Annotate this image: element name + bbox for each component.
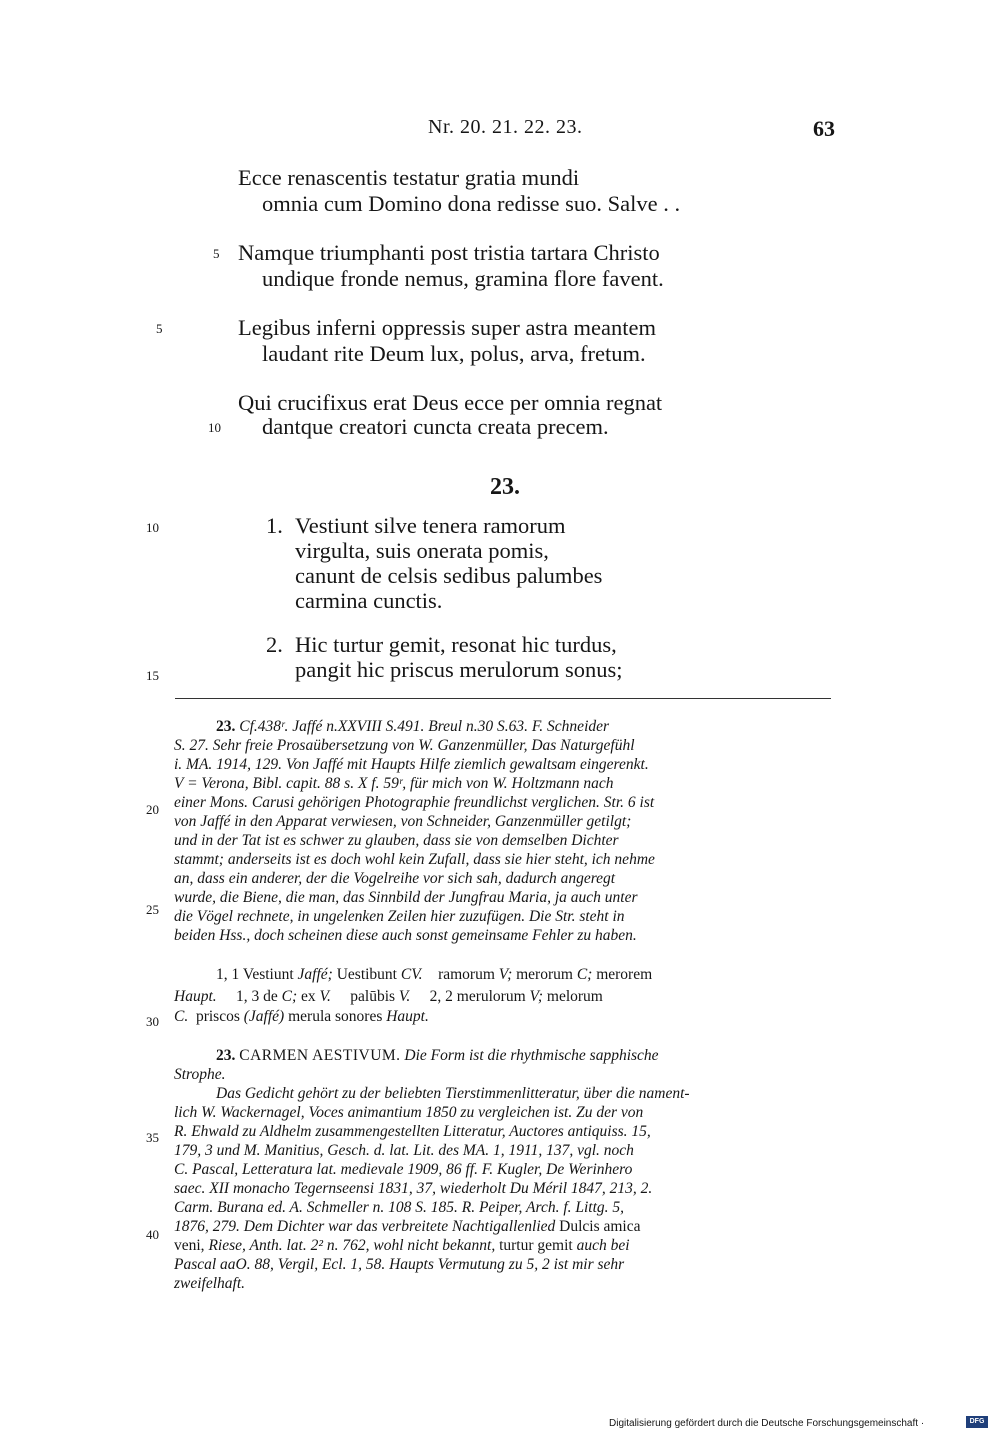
apparatus-line	[174, 1007, 429, 1026]
apparatus-source: (Jaffé)	[243, 1008, 285, 1025]
apparatus-reading: merorem	[596, 966, 653, 983]
note-line: stammt; anderseits ist es doch wohl kein Zufall, dass sie hier steht, ich nehme	[174, 851, 655, 868]
verse-line: canunt de celsis sedibus palumbes	[295, 563, 603, 588]
note-line: von Jaffé in den Apparat verwiesen, von Schneider, Ganzenmüller getilgt;	[174, 813, 632, 830]
apparatus-lemma: priscos	[195, 1008, 240, 1025]
apparatus-reading: merorum	[516, 966, 573, 983]
verse-line: dantque creatori cuncta creata precem.	[262, 414, 609, 439]
verse-number: 10	[208, 420, 221, 435]
apparatus-lemma: ramorum	[438, 966, 495, 983]
note-line: wurde, die Biene, die man, das Sinnbild der Jungfrau Maria, ja auch unter	[174, 889, 638, 906]
note-line	[216, 1046, 659, 1065]
apparatus-ref: 2, 2	[429, 988, 453, 1005]
apparatus-reading: melorum	[546, 988, 603, 1005]
apparatus-source: V.	[398, 988, 411, 1005]
note-line: und in der Tat ist es schwer zu glauben, dass sie von demselben Dichter	[174, 832, 619, 849]
note-line	[216, 717, 609, 736]
note-line: R. Ehwald zu Aldhelm zusammengestellten Litteratur, Auctores antiquiss. 15,	[174, 1123, 651, 1140]
quoted-phrase: turtur gemit	[499, 1237, 573, 1254]
margin-line-number: 10	[146, 520, 159, 535]
note-line: einer Mons. Carusi gehörigen Photographie freundlichst verglichen. Str. 6 ist	[174, 794, 655, 811]
apparatus-line	[216, 965, 652, 984]
verse-number: 5	[213, 246, 220, 261]
apparatus-source: V.	[319, 988, 331, 1005]
verse-line: pangit hic priscus merulorum sonus;	[295, 657, 623, 682]
note-line: Pascal aaO. 88, Vergil, Ecl. 1, 58. Haupts Vermutung zu 5, 2 ist mir sehr	[174, 1256, 625, 1273]
note-number: 23.	[216, 718, 236, 735]
apparatus-reading: Uestibunt	[336, 966, 397, 983]
note-text: Riese, Anth. lat. 2² n. 762, wohl nicht bekannt,	[208, 1237, 496, 1254]
apparatus-ref: 1, 1	[216, 966, 240, 983]
note-line: 179, 3 und M. Manitius, Gesch. d. lat. Lit. des MA. 1, 1911, 137, vgl. noch	[174, 1142, 634, 1159]
page-number: 63	[813, 116, 835, 141]
margin-line-number: 5	[156, 321, 163, 336]
apparatus-source: Jaffé;	[297, 966, 333, 983]
note-line: C. Pascal, Letteratura lat. medievale 1909, 86 ff. F. Kugler, De Werinhero	[174, 1161, 633, 1178]
verse-line: undique fronde nemus, gramina flore favent.	[262, 266, 664, 291]
apparatus-line	[174, 987, 603, 1006]
verse-line: Vestiunt silve tenera ramorum	[295, 513, 566, 538]
margin-line-number: 40	[146, 1227, 159, 1242]
note-text: Die Form ist die rhythmische sapphische	[404, 1047, 659, 1064]
note-text: Cf.438ʳ. Jaffé n.XXVIII S.491. Breul n.30 S.63. F. Schneider	[239, 718, 610, 735]
dfg-logo: DFG	[966, 1416, 988, 1428]
footnote-rule	[175, 698, 831, 699]
note-line: zweifelhaft.	[174, 1275, 246, 1292]
note-number: 23.	[216, 1047, 236, 1064]
apparatus-reading: ex	[301, 988, 316, 1005]
verse-line: omnia cum Domino dona redisse suo. Salve . .	[262, 191, 681, 216]
verse-line: Legibus inferni oppressis super astra meantem	[238, 315, 657, 340]
digitization-credit: Digitalisierung gefördert durch die Deutsche Forschungsgemeinschaft ·	[609, 1418, 925, 1429]
margin-line-number: 15	[146, 668, 159, 683]
quoted-title: veni,	[174, 1237, 205, 1254]
apparatus-lemma: merulorum	[456, 988, 526, 1005]
margin-line-number: 20	[146, 802, 159, 817]
note-line: V = Verona, Bibl. capit. 88 s. X f. 59ʳ, für mich von W. Holtzmann nach	[174, 775, 614, 792]
stanza-number: 2.	[266, 632, 283, 657]
note-line: i. MA. 1914, 129. Von Jaffé mit Haupts Hilfe ziemlich gewaltsam eingerenkt.	[174, 756, 649, 773]
verse-line: Hic turtur gemit, resonat hic turdus,	[295, 632, 617, 657]
note-line: Das Gedicht gehört zu der beliebten Tierstimmenlitteratur, über die nament-	[216, 1085, 690, 1102]
note-text: 1876, 279. Dem Dichter war das verbreitete Nachtigallenlied	[174, 1218, 556, 1235]
verse-line: carmina cunctis.	[295, 588, 443, 613]
apparatus-lemma: de	[263, 988, 278, 1005]
note-line: Carm. Burana ed. A. Schmeller n. 108 S. 185. R. Peiper, Arch. f. Littg. 5,	[174, 1199, 625, 1216]
note-line	[174, 1236, 630, 1255]
note-line: die Vögel rechnete, in ungelenken Zeilen hier zuzufügen. Die Str. steht in	[174, 908, 625, 925]
note-title: CARMEN AESTIVUM.	[239, 1047, 401, 1064]
verse-line: Qui crucifixus erat Deus ecce per omnia regnat	[238, 390, 663, 415]
note-line: S. 27. Sehr freie Prosaübersetzung von W. Ganzenmüller, Das Naturgefühl	[174, 737, 635, 754]
note-line: saec. XII monacho Tegernseensi 1831, 37, wiederholt Du Méril 1847, 213, 2.	[174, 1180, 653, 1197]
verse-line: laudant rite Deum lux, polus, arva, fretum.	[262, 341, 646, 366]
apparatus-lemma: Vestiunt	[242, 966, 294, 983]
note-text: auch bei	[576, 1237, 630, 1254]
note-line: lich W. Wackernagel, Voces animantium 1850 zu vergleichen ist. Zu der von	[174, 1104, 644, 1121]
apparatus-reading: palūbis	[350, 988, 396, 1005]
margin-line-number: 35	[146, 1130, 159, 1145]
apparatus-source: C;	[576, 966, 593, 983]
margin-line-number: 30	[146, 1014, 159, 1029]
poem-number: 23.	[490, 474, 520, 500]
note-line: beiden Hss., doch scheinen diese auch sonst gemeinsame Fehler zu haben.	[174, 927, 637, 944]
apparatus-source: C.	[174, 1008, 189, 1025]
note-line: Strophe.	[174, 1066, 226, 1083]
running-title: Nr. 20. 21. 22. 23.	[428, 116, 583, 138]
verse-line: Ecce renascentis testatur gratia mundi	[238, 165, 580, 190]
margin-line-number: 25	[146, 902, 159, 917]
apparatus-source: V;	[529, 988, 544, 1005]
apparatus-source: CV.	[400, 966, 423, 983]
apparatus-source: C;	[281, 988, 298, 1005]
verse-line: virgulta, suis onerata pomis,	[295, 538, 549, 563]
note-line: an, dass ein anderer, der die Vogelreihe vor sich sah, dadurch angeregt	[174, 870, 616, 887]
apparatus-reading: merula sonores	[288, 1008, 383, 1025]
apparatus-ref: 1, 3	[236, 988, 260, 1005]
verse-line: Namque triumphanti post tristia tartara Christo	[238, 240, 660, 265]
quoted-title: Dulcis amica	[559, 1218, 641, 1235]
stanza-number: 1.	[266, 513, 283, 538]
apparatus-source: Haupt.	[386, 1008, 429, 1025]
note-line	[174, 1217, 641, 1236]
apparatus-source: Haupt.	[174, 988, 217, 1005]
apparatus-source: V;	[498, 966, 513, 983]
